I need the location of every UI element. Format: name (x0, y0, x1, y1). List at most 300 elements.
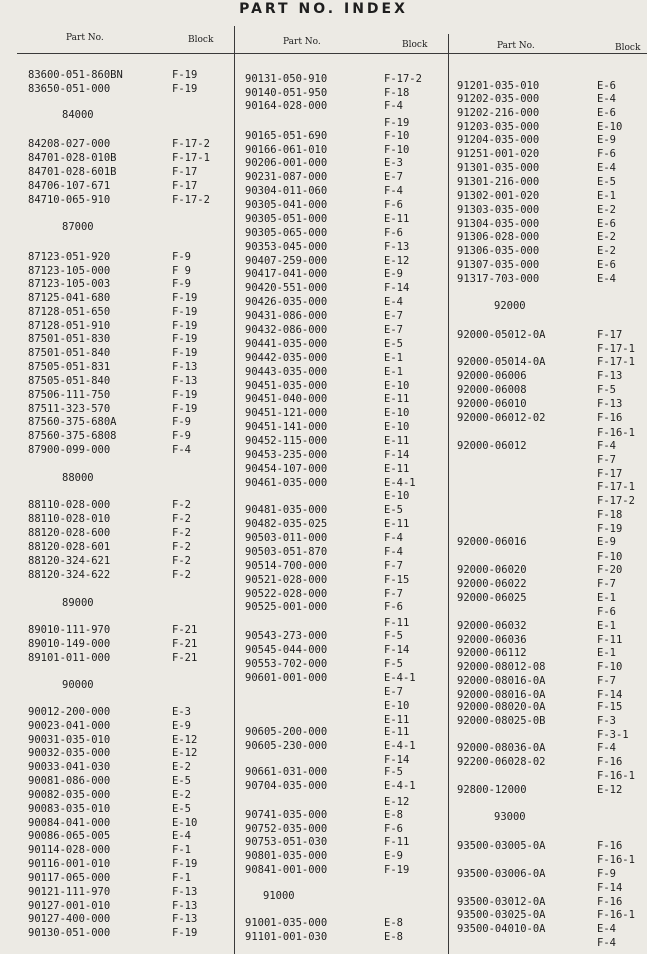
block-ref: E-7 (384, 310, 403, 322)
block-ref: E-2 (172, 789, 191, 801)
block-ref: F-17-1 (172, 152, 210, 164)
section-heading: 93000 (494, 811, 526, 823)
block-ref: F-6 (384, 823, 403, 835)
part-number: 87560-375-6808 (28, 430, 117, 442)
part-number: 87501-051-830 (28, 333, 111, 345)
part-number: 91101-001-030 (245, 931, 328, 943)
block-ref: E-1 (384, 352, 403, 364)
part-number: 90451-141-000 (245, 421, 328, 433)
part-number: 90432-086-000 (245, 324, 328, 336)
page-title: PART NO. INDEX (239, 1, 408, 17)
part-number: 90441-035-000 (245, 338, 328, 350)
block-ref: E-5 (384, 338, 403, 350)
block-ref: E-12 (384, 796, 410, 808)
block-ref: F-16-1 (597, 909, 635, 921)
part-number: 90081-086-000 (28, 775, 111, 787)
part-number: 91301-216-000 (457, 176, 540, 188)
part-number: 87123-105-003 (28, 278, 111, 290)
block-ref: F-15 (597, 701, 623, 713)
part-number: 87123-051-920 (28, 251, 111, 263)
part-number: 90140-051-950 (245, 87, 328, 99)
block-ref: F-5 (384, 766, 403, 778)
part-number: 90231-087-000 (245, 171, 328, 183)
part-number: 92800-12000 (457, 784, 527, 796)
part-number: 90117-065-000 (28, 872, 111, 884)
block-ref: E-5 (384, 504, 403, 516)
block-ref: F-11 (384, 836, 410, 848)
block-ref: E-11 (384, 393, 410, 405)
part-number: 92000-06036 (457, 634, 527, 646)
part-number: 90031-035-010 (28, 734, 111, 746)
block-ref: F-13 (172, 900, 198, 912)
part-number: 91203-035-000 (457, 121, 540, 133)
part-number: 90521-028-000 (245, 574, 328, 586)
block-ref: E-12 (172, 747, 198, 759)
block-ref: E-5 (172, 775, 191, 787)
block-ref: F-13 (172, 361, 198, 373)
part-number: 89010-111-970 (28, 624, 111, 636)
part-number: 88110-028-000 (28, 499, 111, 511)
block-ref: F-7 (597, 578, 616, 590)
col2-block-header: Block (402, 40, 428, 50)
part-number: 90304-011-060 (245, 185, 328, 197)
part-number: 91001-035-000 (245, 917, 328, 929)
block-ref: E-6 (597, 107, 616, 119)
part-number: 91301-035-000 (457, 162, 540, 174)
part-number: 90165-051-690 (245, 130, 328, 142)
block-ref: F-2 (172, 555, 191, 567)
part-number: 87505-051-831 (28, 361, 111, 373)
part-number: 88120-028-600 (28, 527, 111, 539)
part-number: 90012-200-000 (28, 706, 111, 718)
block-ref: F-16-1 (597, 770, 635, 782)
block-ref: E-9 (384, 850, 403, 862)
block-ref: F-6 (384, 227, 403, 239)
block-ref: F-9 (172, 251, 191, 263)
column-divider (448, 34, 449, 954)
col1-part-header: Part No. (66, 33, 104, 43)
block-ref: F-18 (384, 87, 410, 99)
part-number: 90305-041-000 (245, 199, 328, 211)
block-ref: F-14 (384, 282, 410, 294)
part-number: 90206-001-000 (245, 157, 328, 169)
part-number: 91202-035-000 (457, 93, 540, 105)
block-ref: E-10 (384, 407, 410, 419)
block-ref: F-13 (172, 886, 198, 898)
block-ref: F-13 (384, 241, 410, 253)
block-ref: F-19 (172, 927, 198, 939)
block-ref: E-4 (597, 93, 616, 105)
block-ref: F-17-1 (597, 356, 635, 368)
block-ref: E-4 (172, 830, 191, 842)
part-number: 90431-086-000 (245, 310, 328, 322)
part-number: 88120-028-601 (28, 541, 111, 553)
block-ref: F-16 (597, 412, 623, 424)
block-ref: F-19 (172, 83, 198, 95)
part-number: 90461-035-000 (245, 477, 328, 489)
block-ref: F-16 (597, 840, 623, 852)
part-number: 92000-06006 (457, 370, 527, 382)
part-number: 87900-099-000 (28, 444, 111, 456)
section-heading: 90000 (62, 679, 94, 691)
block-ref: E-10 (172, 817, 198, 829)
part-number: 84710-065-910 (28, 194, 111, 206)
part-number: 92000-08036-0A (457, 742, 546, 754)
part-number: 90420-551-000 (245, 282, 328, 294)
part-number: 90114-028-000 (28, 844, 111, 856)
block-ref: E-3 (384, 157, 403, 169)
part-number: 89010-149-000 (28, 638, 111, 650)
col3-part-header: Part No. (497, 41, 535, 51)
block-ref: F-9 (172, 430, 191, 442)
block-ref: E-2 (597, 245, 616, 257)
part-number: 92000-06010 (457, 398, 527, 410)
block-ref: F-13 (597, 370, 623, 382)
block-ref: F-19 (172, 320, 198, 332)
part-number: 90166-061-010 (245, 144, 328, 156)
part-number: 93500-03005-0A (457, 840, 546, 852)
part-number: 87128-051-910 (28, 320, 111, 332)
block-ref: F-19 (172, 69, 198, 81)
block-ref: F-10 (384, 130, 410, 142)
block-ref: F-4 (597, 937, 616, 949)
part-number: 84706-107-671 (28, 180, 111, 192)
section-heading: 91000 (263, 890, 295, 902)
part-number: 90545-044-000 (245, 644, 328, 656)
part-number: 90426-035-000 (245, 296, 328, 308)
part-number: 90801-035-000 (245, 850, 328, 862)
part-number: 93500-03025-0A (457, 909, 546, 921)
block-ref: E-9 (597, 536, 616, 548)
block-ref: E-1 (597, 647, 616, 659)
block-ref: E-1 (597, 592, 616, 604)
part-number: 87560-375-680A (28, 416, 117, 428)
block-ref: F-4 (384, 532, 403, 544)
part-number: 90605-230-000 (245, 740, 328, 752)
block-ref: F-17-1 (597, 481, 635, 493)
section-heading: 89000 (62, 597, 94, 609)
part-number: 92000-08016-0A (457, 675, 546, 687)
block-ref: F-6 (597, 606, 616, 618)
block-ref: E-11 (384, 463, 410, 475)
col1-block-header: Block (188, 35, 214, 45)
part-number: 91304-035-000 (457, 218, 540, 230)
part-number: 92000-06012-02 (457, 412, 546, 424)
block-ref: F-19 (172, 292, 198, 304)
block-ref: E-4 (597, 923, 616, 935)
block-ref: F-19 (172, 403, 198, 415)
block-ref: E-9 (597, 134, 616, 146)
block-ref: E-10 (384, 421, 410, 433)
part-number: 90032-035-000 (28, 747, 111, 759)
block-ref: F-9 (172, 278, 191, 290)
part-number: 92000-05014-0A (457, 356, 546, 368)
part-number: 90084-041-000 (28, 817, 111, 829)
part-number: 91306-035-000 (457, 245, 540, 257)
block-ref: E-8 (384, 809, 403, 821)
block-ref: F-4 (172, 444, 191, 456)
column-divider (234, 26, 235, 954)
part-number: 90443-035-000 (245, 366, 328, 378)
block-ref: F-6 (597, 148, 616, 160)
block-ref: F-19 (384, 864, 410, 876)
part-number: 90451-035-000 (245, 380, 328, 392)
section-heading: 84000 (62, 109, 94, 121)
block-ref: F-7 (384, 560, 403, 572)
block-ref: E-4 (384, 296, 403, 308)
block-ref: F-5 (384, 658, 403, 670)
part-number: 90083-035-010 (28, 803, 111, 815)
block-ref: F-19 (172, 333, 198, 345)
block-ref: F-9 (172, 416, 191, 428)
block-ref: F-19 (384, 117, 410, 129)
block-ref: E-12 (384, 255, 410, 267)
part-number: 93500-03006-0A (457, 868, 546, 880)
block-ref: F-16-1 (597, 854, 635, 866)
part-number: 90086-065-005 (28, 830, 111, 842)
part-number: 90543-273-000 (245, 630, 328, 642)
block-ref: F-3-1 (597, 729, 629, 741)
part-number: 92200-06028-02 (457, 756, 546, 768)
part-number: 90605-200-000 (245, 726, 328, 738)
block-ref: E-4-1 (384, 780, 416, 792)
part-number: 91303-035-000 (457, 204, 540, 216)
block-ref: F-13 (172, 913, 198, 925)
part-number: 90305-051-000 (245, 213, 328, 225)
block-ref: F-19 (172, 389, 198, 401)
part-number: 90023-041-000 (28, 720, 111, 732)
block-ref: F-17 (597, 329, 623, 341)
part-number: 90442-035-000 (245, 352, 328, 364)
block-ref: F-10 (384, 144, 410, 156)
block-ref: F-9 (597, 868, 616, 880)
part-number: 90127-001-010 (28, 900, 111, 912)
block-ref: F-1 (172, 872, 191, 884)
block-ref: F-17-2 (384, 73, 422, 85)
block-ref: F-5 (597, 384, 616, 396)
part-number: 92000-08025-0B (457, 715, 546, 727)
part-number: 84701-028-601B (28, 166, 117, 178)
block-ref: F-4 (384, 100, 403, 112)
part-number: 90164-028-000 (245, 100, 328, 112)
part-number: 91317-703-000 (457, 273, 540, 285)
block-ref: E-3 (172, 706, 191, 718)
part-number: 91201-035-010 (457, 80, 540, 92)
part-number: 92000-08016-0A (457, 689, 546, 701)
part-number: 90601-001-000 (245, 672, 328, 684)
part-number: 91251-001-020 (457, 148, 540, 160)
block-ref: F-4 (597, 440, 616, 452)
part-number: 90130-051-000 (28, 927, 111, 939)
block-ref: F-7 (597, 454, 616, 466)
block-ref: E-6 (597, 259, 616, 271)
part-number: 91306-028-000 (457, 231, 540, 243)
block-ref: F-17-2 (172, 138, 210, 150)
part-number: 90741-035-000 (245, 809, 328, 821)
block-ref: E-4-1 (384, 672, 416, 684)
block-ref: E-6 (597, 80, 616, 92)
part-number: 90753-051-030 (245, 836, 328, 848)
block-ref: E-4 (597, 273, 616, 285)
block-ref: F-10 (597, 551, 623, 563)
col3-block-header: Block (615, 43, 641, 53)
block-ref: F-17 (172, 166, 198, 178)
block-ref: E-7 (384, 686, 403, 698)
block-ref: E-12 (172, 734, 198, 746)
block-ref: E-4 (597, 162, 616, 174)
part-number: 87123-105-000 (28, 265, 111, 277)
part-number: 90116-001-010 (28, 858, 111, 870)
block-ref: F-19 (172, 347, 198, 359)
part-number: 93500-03012-0A (457, 896, 546, 908)
part-number: 91302-001-020 (457, 190, 540, 202)
part-number: 90353-045-000 (245, 241, 328, 253)
block-ref: F-15 (384, 574, 410, 586)
part-number: 91202-216-000 (457, 107, 540, 119)
part-number: 90417-041-000 (245, 268, 328, 280)
block-ref: F-6 (384, 199, 403, 211)
block-ref: F-20 (597, 564, 623, 576)
block-ref: E-11 (384, 213, 410, 225)
part-number: 92000-06008 (457, 384, 527, 396)
part-number: 92000-06016 (457, 536, 527, 548)
block-ref: F 9 (172, 265, 191, 277)
block-ref: F-13 (172, 375, 198, 387)
block-ref: E-7 (384, 171, 403, 183)
part-number: 92000-06025 (457, 592, 527, 604)
block-ref: F-2 (172, 569, 191, 581)
part-number: 87128-051-650 (28, 306, 111, 318)
block-ref: E-1 (597, 190, 616, 202)
block-ref: E-12 (597, 784, 623, 796)
part-number: 90131-050-910 (245, 73, 328, 85)
part-number: 92000-06022 (457, 578, 527, 590)
part-number: 84208-027-000 (28, 138, 111, 150)
block-ref: E-11 (384, 435, 410, 447)
block-ref: F-4 (597, 742, 616, 754)
part-number: 90454-107-000 (245, 463, 328, 475)
part-number: 90482-035-025 (245, 518, 328, 530)
part-number: 90503-011-000 (245, 532, 328, 544)
part-number: 90503-051-870 (245, 546, 328, 558)
block-ref: F-17-2 (597, 495, 635, 507)
block-ref: E-11 (384, 726, 410, 738)
block-ref: F-11 (597, 634, 623, 646)
block-ref: F-16 (597, 756, 623, 768)
part-number: 90127-400-000 (28, 913, 111, 925)
block-ref: F-4 (384, 546, 403, 558)
part-number: 93500-04010-0A (457, 923, 546, 935)
part-number: 90553-702-000 (245, 658, 328, 670)
section-heading: 87000 (62, 221, 94, 233)
part-number: 90451-121-000 (245, 407, 328, 419)
block-ref: F-14 (597, 689, 623, 701)
block-ref: E-4-1 (384, 477, 416, 489)
header-rule (17, 53, 647, 54)
part-number: 90452-115-000 (245, 435, 328, 447)
block-ref: E-1 (384, 366, 403, 378)
part-number: 92000-08012-08 (457, 661, 546, 673)
block-ref: F-14 (384, 644, 410, 656)
block-ref: E-8 (384, 931, 403, 943)
part-number: 90305-065-000 (245, 227, 328, 239)
block-ref: F-17-1 (597, 343, 635, 355)
block-ref: E-11 (384, 518, 410, 530)
block-ref: F-6 (384, 601, 403, 613)
block-ref: E-5 (172, 803, 191, 815)
block-ref: F-2 (172, 527, 191, 539)
block-ref: F-2 (172, 513, 191, 525)
section-heading: 92000 (494, 300, 526, 312)
block-ref: E-8 (384, 917, 403, 929)
block-ref: F-14 (597, 882, 623, 894)
part-number: 90661-031-000 (245, 766, 328, 778)
block-ref: F-3 (597, 715, 616, 727)
part-number: 88120-324-621 (28, 555, 111, 567)
block-ref: F-17 (597, 468, 623, 480)
block-ref: F-11 (384, 617, 410, 629)
part-number: 92000-06012 (457, 440, 527, 452)
block-ref: E-10 (384, 380, 410, 392)
section-heading: 88000 (62, 472, 94, 484)
part-number: 92000-06112 (457, 647, 527, 659)
block-ref: E-10 (597, 121, 623, 133)
block-ref: F-7 (384, 588, 403, 600)
part-number: 90407-259-000 (245, 255, 328, 267)
block-ref: F-16 (597, 896, 623, 908)
col2-part-header: Part No. (283, 37, 321, 47)
part-number: 83650-051-000 (28, 83, 111, 95)
block-ref: E-10 (384, 700, 410, 712)
part-number: 90453-235-000 (245, 449, 328, 461)
part-number: 91204-035-000 (457, 134, 540, 146)
part-number: 87125-041-680 (28, 292, 111, 304)
part-number: 90082-035-000 (28, 789, 111, 801)
part-number: 90841-001-000 (245, 864, 328, 876)
part-number: 90514-700-000 (245, 560, 328, 572)
block-ref: E-9 (384, 268, 403, 280)
block-ref: F-19 (172, 306, 198, 318)
part-number: 87501-051-840 (28, 347, 111, 359)
part-number: 90033-041-030 (28, 761, 111, 773)
part-number: 90121-111-970 (28, 886, 111, 898)
block-ref: F-2 (172, 541, 191, 553)
block-ref: E-1 (597, 620, 616, 632)
part-number: 92000-06032 (457, 620, 527, 632)
block-ref: F-14 (384, 449, 410, 461)
block-ref: F-17 (172, 180, 198, 192)
part-number: 84701-028-010B (28, 152, 117, 164)
block-ref: F-17-2 (172, 194, 210, 206)
block-ref: E-6 (597, 218, 616, 230)
block-ref: F-5 (384, 630, 403, 642)
block-ref: E-5 (597, 176, 616, 188)
block-ref: F-21 (172, 624, 198, 636)
block-ref: E-10 (384, 490, 410, 502)
block-ref: F-21 (172, 652, 198, 664)
part-number: 92000-08020-0A (457, 701, 546, 713)
part-number: 90704-035-000 (245, 780, 328, 792)
block-ref: F-2 (172, 499, 191, 511)
block-ref: E-2 (597, 204, 616, 216)
block-ref: F-10 (597, 661, 623, 673)
block-ref: E-11 (384, 714, 410, 726)
block-ref: E-2 (172, 761, 191, 773)
part-number: 88110-028-010 (28, 513, 111, 525)
part-number: 87506-111-750 (28, 389, 111, 401)
block-ref: F-7 (597, 675, 616, 687)
block-ref: F-19 (172, 858, 198, 870)
